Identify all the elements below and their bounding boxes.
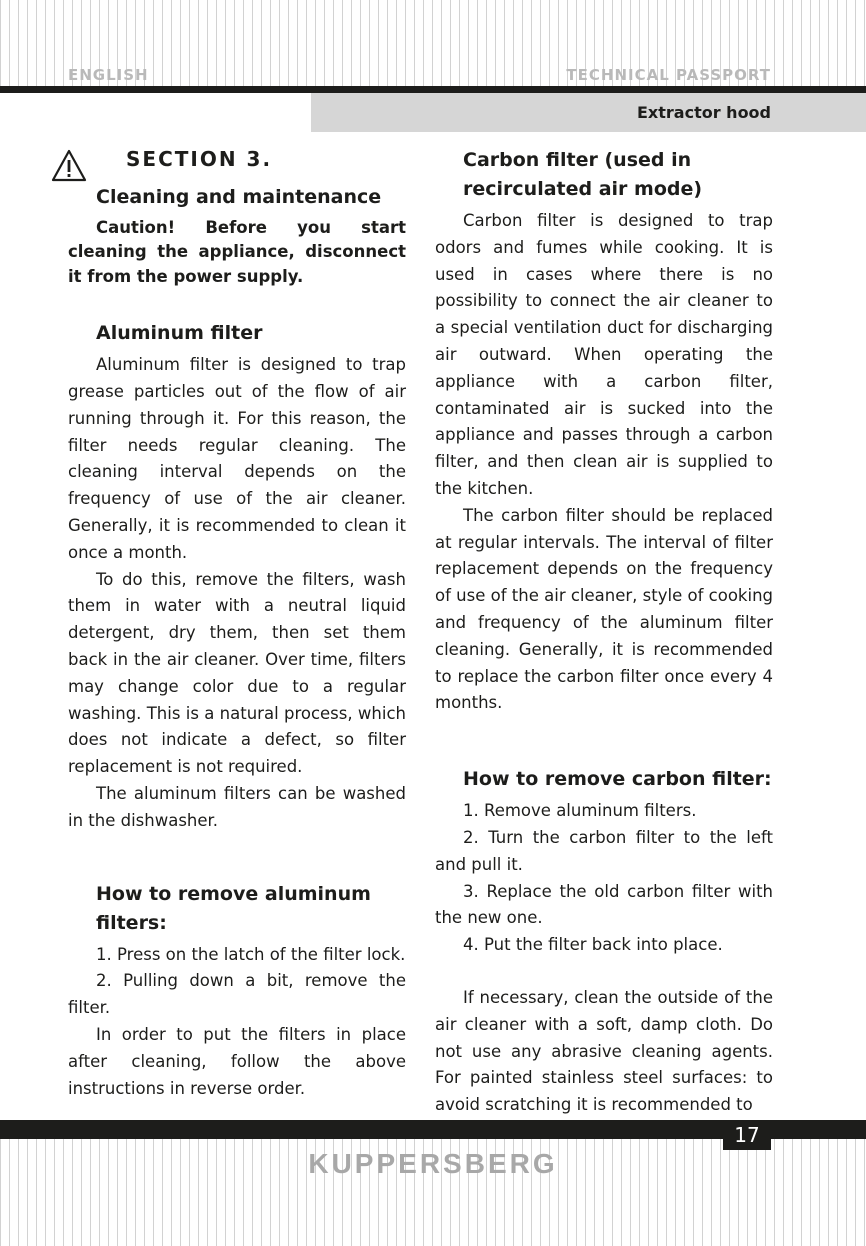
remove-aluminum-step-1: 1. Press on the latch of the filter lock.	[96, 944, 406, 964]
header-language: ENGLISH	[68, 66, 149, 84]
outside-cleaning-paragraph: If necessary, clean the outside of the air cleaner with a soft, damp cloth. Do not use any abrasive cleaning agents. For painted stainless steel surfaces: to avoid scratching it is recommended to	[435, 987, 773, 1115]
aluminum-paragraph-2: To do this, remove the filters, wash them in water with a neutral liquid detergent, dry them, then set them back in the air cleaner. Over time, filters may change color due to a regular washing. This is a natural process, which does not indicate a defect, so filter replacement is not required.	[68, 569, 406, 777]
right-column	[435, 146, 773, 1119]
aluminum-filter-heading: Aluminum filter	[96, 322, 263, 345]
caution-text: Caution! Before you start cleaning the appliance, disconnect it from the power supply.	[68, 217, 406, 286]
header-document-type: TECHNICAL PASSPORT	[566, 66, 771, 84]
aluminum-paragraph-1: Aluminum filter is designed to trap grease particles out of the flow of air running through it. For this reason, the filter needs regular cleaning. The cleaning interval depends on the frequency of use of the air cleaner. Generally, it is recommended to clean it once a month.	[68, 355, 406, 562]
product-band	[311, 93, 866, 132]
section-title: SECTION 3.	[126, 147, 273, 171]
remove-aluminum-heading: How to remove aluminum filters:	[96, 882, 371, 934]
carbon-paragraph-1: Carbon filter is designed to trap odors and fumes while cooking. It is used in cases where there is no possibility to connect the air cleaner to a special ventilation duct for discharging air outward. When operating the appliance with a carbon filter, contaminated air is sucked into the appliance and passes through a carbon filter, and then clean air is supplied to the kitchen.	[435, 211, 773, 498]
page-number: 17	[723, 1121, 771, 1150]
remove-carbon-step-4: 4. Put the filter back into place.	[463, 935, 723, 955]
remove-carbon-step-2: 2. Turn the carbon filter to the left and pull it.	[435, 827, 773, 874]
remove-carbon-step-1: 1. Remove aluminum filters.	[463, 801, 697, 821]
remove-aluminum-step-2: 2. Pulling down a bit, remove the filter.	[68, 971, 406, 1018]
remove-aluminum-paragraph: In order to put the filters in place after cleaning, follow the above instructions in reverse order.	[68, 1025, 406, 1098]
carbon-filter-heading: Carbon filter (used in recirculated air mode)	[463, 149, 703, 200]
product-label: Extractor hood	[637, 103, 771, 122]
brand-logo: KUPPERSBERG	[308, 1148, 558, 1179]
aluminum-paragraph-3: The aluminum filters can be washed in the dishwasher.	[68, 784, 406, 830]
carbon-paragraph-2: The carbon filter should be replaced at regular intervals. The interval of filter replacement depends on the frequency of use of the air cleaner, style of cooking and frequency of the aluminum filter cleaning. Generally, it is recommended to replace the carbon filter once every 4 months.	[435, 505, 773, 713]
remove-carbon-heading: How to remove carbon filter:	[463, 768, 772, 791]
remove-carbon-step-3: 3. Replace the old carbon filter with the new one.	[435, 881, 773, 928]
left-column	[68, 146, 406, 1102]
header-divider-bar	[0, 86, 866, 93]
section-subtitle: Cleaning and maintenance	[96, 185, 382, 208]
